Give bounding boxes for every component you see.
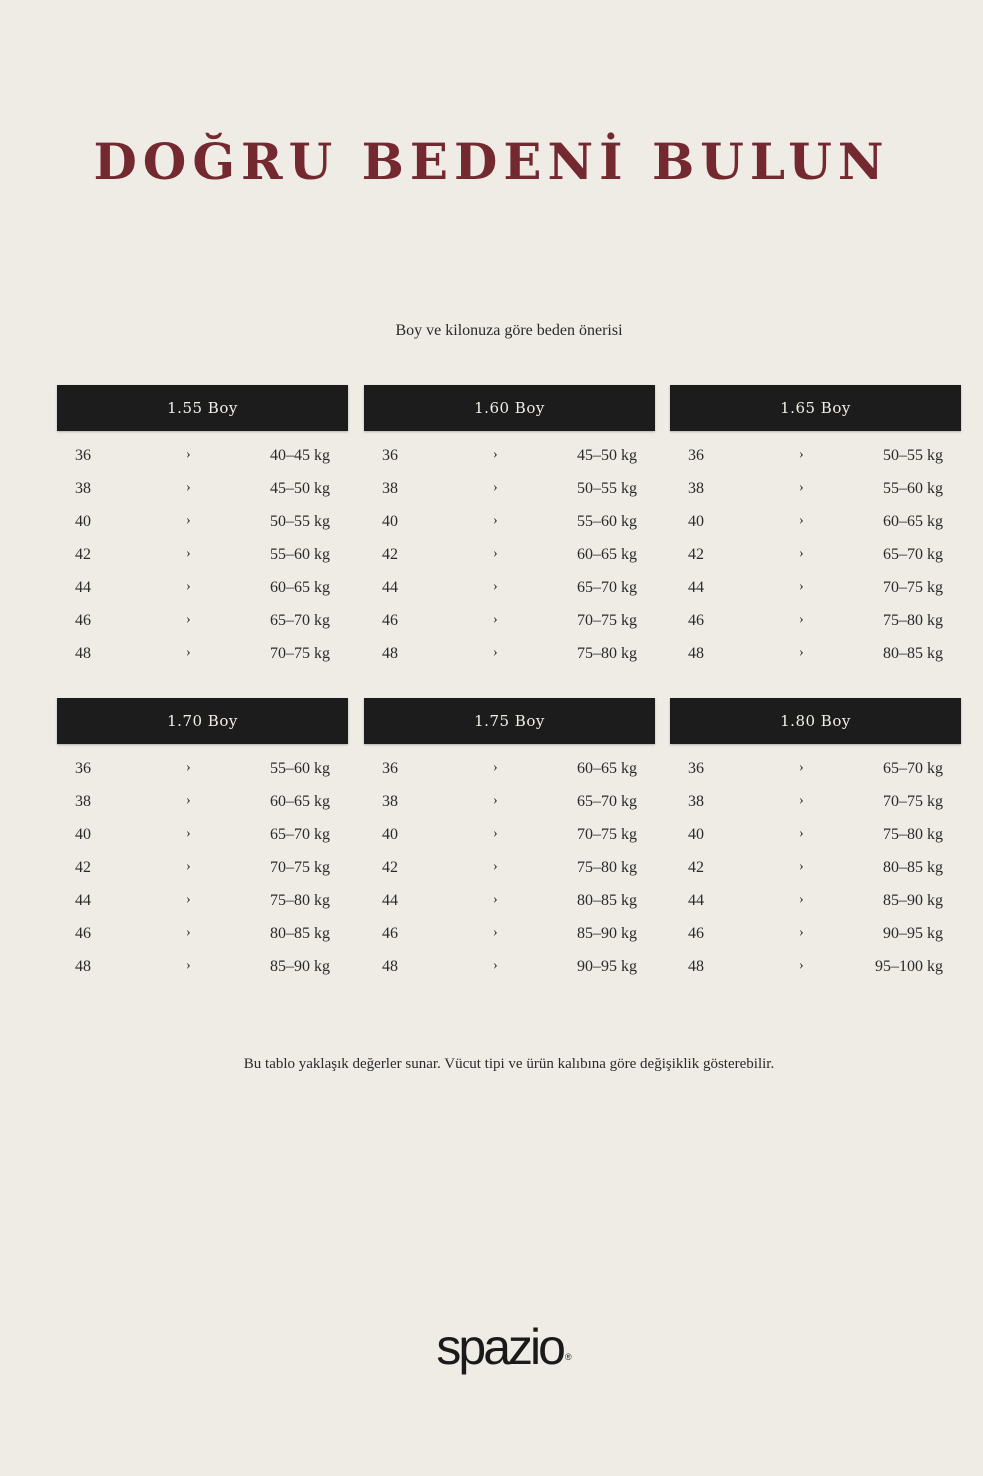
size-value: 40 bbox=[688, 513, 704, 530]
size-row bbox=[57, 476, 348, 509]
size-value: 46 bbox=[688, 612, 704, 629]
size-value: 36 bbox=[382, 760, 398, 777]
weight-range: 75–80 kg bbox=[270, 892, 330, 909]
weight-range: 60–65 kg bbox=[270, 793, 330, 810]
size-card-header: 1.80 Boy bbox=[670, 698, 961, 744]
weight-range: 70–75 kg bbox=[883, 579, 943, 596]
weight-range: 55–60 kg bbox=[270, 546, 330, 563]
chevron-right-icon: › bbox=[186, 892, 191, 907]
size-row bbox=[670, 855, 961, 888]
chevron-right-icon: › bbox=[186, 925, 191, 940]
chevron-right-icon: › bbox=[799, 612, 804, 627]
size-value: 36 bbox=[688, 447, 704, 464]
size-value: 36 bbox=[75, 760, 91, 777]
size-card-rows bbox=[364, 744, 655, 987]
chevron-right-icon: › bbox=[186, 958, 191, 973]
size-row bbox=[670, 608, 961, 641]
weight-range: 90–95 kg bbox=[577, 958, 637, 975]
chevron-right-icon: › bbox=[799, 859, 804, 874]
weight-range: 70–75 kg bbox=[577, 612, 637, 629]
chevron-right-icon: › bbox=[186, 513, 191, 528]
chevron-right-icon: › bbox=[186, 546, 191, 561]
size-value: 44 bbox=[75, 892, 91, 909]
chevron-right-icon: › bbox=[186, 612, 191, 627]
chevron-right-icon: › bbox=[799, 645, 804, 660]
size-value: 38 bbox=[75, 480, 91, 497]
size-card-header: 1.55 Boy bbox=[57, 385, 348, 431]
size-value: 48 bbox=[382, 958, 398, 975]
size-value: 46 bbox=[382, 612, 398, 629]
disclaimer-note: Bu tablo yaklaşık değerler sunar. Vücut tipi ve ürün kalıbına göre değişiklik gösterebilir. bbox=[243, 1056, 775, 1072]
size-card bbox=[364, 698, 655, 987]
size-value: 40 bbox=[688, 826, 704, 843]
size-card-rows bbox=[670, 744, 961, 987]
weight-range: 80–85 kg bbox=[270, 925, 330, 942]
weight-range: 70–75 kg bbox=[270, 645, 330, 662]
size-card-header: 1.70 Boy bbox=[57, 698, 348, 744]
size-card-rows bbox=[57, 431, 348, 674]
size-value: 46 bbox=[382, 925, 398, 942]
size-row bbox=[57, 855, 348, 888]
weight-range: 65–70 kg bbox=[883, 760, 943, 777]
weight-range: 60–65 kg bbox=[270, 579, 330, 596]
size-value: 42 bbox=[382, 859, 398, 876]
weight-range: 80–85 kg bbox=[883, 645, 943, 662]
chevron-right-icon: › bbox=[799, 579, 804, 594]
size-row bbox=[364, 789, 655, 822]
size-row bbox=[57, 756, 348, 789]
weight-range: 80–85 kg bbox=[883, 859, 943, 876]
chevron-right-icon: › bbox=[186, 447, 191, 462]
size-value: 48 bbox=[688, 958, 704, 975]
size-row bbox=[364, 756, 655, 789]
size-card bbox=[670, 698, 961, 987]
size-row bbox=[364, 954, 655, 987]
size-row bbox=[670, 476, 961, 509]
weight-range: 60–65 kg bbox=[577, 760, 637, 777]
chevron-right-icon: › bbox=[799, 958, 804, 973]
chevron-right-icon: › bbox=[493, 645, 498, 660]
weight-range: 60–65 kg bbox=[883, 513, 943, 530]
size-row bbox=[57, 954, 348, 987]
size-value: 42 bbox=[382, 546, 398, 563]
size-value: 46 bbox=[688, 925, 704, 942]
chevron-right-icon: › bbox=[493, 892, 498, 907]
size-row bbox=[670, 789, 961, 822]
size-card-rows bbox=[670, 431, 961, 674]
size-value: 40 bbox=[75, 513, 91, 530]
weight-range: 85–90 kg bbox=[577, 925, 637, 942]
page-title: DOĞRU BEDENİ BULUN bbox=[93, 132, 890, 191]
size-row bbox=[670, 443, 961, 476]
weight-range: 40–45 kg bbox=[270, 447, 330, 464]
size-row bbox=[57, 443, 348, 476]
size-row bbox=[57, 608, 348, 641]
chevron-right-icon: › bbox=[186, 826, 191, 841]
brand-logo-text: spazio bbox=[436, 1319, 563, 1375]
size-value: 38 bbox=[75, 793, 91, 810]
size-row bbox=[670, 542, 961, 575]
size-value: 44 bbox=[382, 892, 398, 909]
weight-range: 80–85 kg bbox=[577, 892, 637, 909]
weight-range: 65–70 kg bbox=[270, 826, 330, 843]
weight-range: 65–70 kg bbox=[270, 612, 330, 629]
chevron-right-icon: › bbox=[493, 546, 498, 561]
weight-range: 70–75 kg bbox=[883, 793, 943, 810]
size-row bbox=[364, 509, 655, 542]
weight-range: 75–80 kg bbox=[883, 612, 943, 629]
size-row bbox=[670, 888, 961, 921]
chevron-right-icon: › bbox=[186, 645, 191, 660]
weight-range: 65–70 kg bbox=[883, 546, 943, 563]
size-row bbox=[364, 855, 655, 888]
weight-range: 70–75 kg bbox=[577, 826, 637, 843]
weight-range: 75–80 kg bbox=[577, 645, 637, 662]
weight-range: 85–90 kg bbox=[270, 958, 330, 975]
size-value: 48 bbox=[382, 645, 398, 662]
size-value: 44 bbox=[688, 579, 704, 596]
chevron-right-icon: › bbox=[493, 793, 498, 808]
size-value: 38 bbox=[688, 480, 704, 497]
weight-range: 55–60 kg bbox=[577, 513, 637, 530]
chevron-right-icon: › bbox=[493, 826, 498, 841]
size-row bbox=[670, 509, 961, 542]
size-row bbox=[364, 542, 655, 575]
chevron-right-icon: › bbox=[186, 760, 191, 775]
size-value: 38 bbox=[688, 793, 704, 810]
size-row bbox=[364, 443, 655, 476]
weight-range: 90–95 kg bbox=[883, 925, 943, 942]
weight-range: 65–70 kg bbox=[577, 579, 637, 596]
chevron-right-icon: › bbox=[799, 760, 804, 775]
size-value: 40 bbox=[382, 826, 398, 843]
size-row bbox=[670, 921, 961, 954]
chevron-right-icon: › bbox=[799, 925, 804, 940]
size-card bbox=[57, 385, 348, 674]
weight-range: 55–60 kg bbox=[270, 760, 330, 777]
size-value: 44 bbox=[382, 579, 398, 596]
size-value: 48 bbox=[75, 958, 91, 975]
size-row bbox=[364, 476, 655, 509]
size-row bbox=[364, 575, 655, 608]
size-value: 48 bbox=[688, 645, 704, 662]
chevron-right-icon: › bbox=[799, 892, 804, 907]
chevron-right-icon: › bbox=[493, 447, 498, 462]
chevron-right-icon: › bbox=[186, 793, 191, 808]
weight-range: 60–65 kg bbox=[577, 546, 637, 563]
size-row bbox=[364, 641, 655, 674]
chevron-right-icon: › bbox=[186, 480, 191, 495]
size-value: 44 bbox=[688, 892, 704, 909]
size-card-rows bbox=[364, 431, 655, 674]
weight-range: 45–50 kg bbox=[577, 447, 637, 464]
weight-range: 50–55 kg bbox=[270, 513, 330, 530]
size-value: 42 bbox=[688, 859, 704, 876]
size-row bbox=[670, 575, 961, 608]
weight-range: 75–80 kg bbox=[883, 826, 943, 843]
size-value: 40 bbox=[382, 513, 398, 530]
size-card-header: 1.75 Boy bbox=[364, 698, 655, 744]
size-value: 40 bbox=[75, 826, 91, 843]
chevron-right-icon: › bbox=[799, 826, 804, 841]
chevron-right-icon: › bbox=[493, 760, 498, 775]
size-value: 36 bbox=[382, 447, 398, 464]
size-value: 36 bbox=[688, 760, 704, 777]
weight-range: 50–55 kg bbox=[883, 447, 943, 464]
chevron-right-icon: › bbox=[493, 859, 498, 874]
chevron-right-icon: › bbox=[493, 958, 498, 973]
weight-range: 65–70 kg bbox=[577, 793, 637, 810]
size-card-header: 1.65 Boy bbox=[670, 385, 961, 431]
size-value: 46 bbox=[75, 612, 91, 629]
size-row bbox=[670, 756, 961, 789]
chevron-right-icon: › bbox=[799, 447, 804, 462]
size-row bbox=[364, 888, 655, 921]
size-value: 48 bbox=[75, 645, 91, 662]
weight-range: 50–55 kg bbox=[577, 480, 637, 497]
chevron-right-icon: › bbox=[493, 925, 498, 940]
size-row bbox=[57, 542, 348, 575]
size-card-rows bbox=[57, 744, 348, 987]
size-value: 38 bbox=[382, 793, 398, 810]
chevron-right-icon: › bbox=[186, 579, 191, 594]
size-row bbox=[670, 641, 961, 674]
size-value: 42 bbox=[75, 546, 91, 563]
size-row bbox=[364, 921, 655, 954]
size-row bbox=[670, 822, 961, 855]
size-card-header: 1.60 Boy bbox=[364, 385, 655, 431]
size-row bbox=[57, 789, 348, 822]
size-row bbox=[364, 608, 655, 641]
size-row bbox=[57, 822, 348, 855]
weight-range: 85–90 kg bbox=[883, 892, 943, 909]
size-value: 44 bbox=[75, 579, 91, 596]
chevron-right-icon: › bbox=[493, 513, 498, 528]
chevron-right-icon: › bbox=[799, 513, 804, 528]
chevron-right-icon: › bbox=[493, 480, 498, 495]
weight-range: 45–50 kg bbox=[270, 480, 330, 497]
size-card bbox=[57, 698, 348, 987]
size-value: 38 bbox=[382, 480, 398, 497]
weight-range: 75–80 kg bbox=[577, 859, 637, 876]
chevron-right-icon: › bbox=[186, 859, 191, 874]
chevron-right-icon: › bbox=[799, 546, 804, 561]
size-card bbox=[670, 385, 961, 674]
size-row bbox=[57, 641, 348, 674]
weight-range: 70–75 kg bbox=[270, 859, 330, 876]
size-row bbox=[364, 822, 655, 855]
weight-range: 95–100 kg bbox=[875, 958, 943, 975]
size-row bbox=[57, 575, 348, 608]
size-value: 46 bbox=[75, 925, 91, 942]
page-subtitle: Boy ve kilonuza göre beden önerisi bbox=[395, 322, 623, 339]
size-card bbox=[364, 385, 655, 674]
size-value: 42 bbox=[75, 859, 91, 876]
size-row bbox=[670, 954, 961, 987]
weight-range: 55–60 kg bbox=[883, 480, 943, 497]
size-row bbox=[57, 921, 348, 954]
brand-logo bbox=[0, 1318, 983, 1376]
chevron-right-icon: › bbox=[799, 480, 804, 495]
size-row bbox=[57, 888, 348, 921]
chevron-right-icon: › bbox=[493, 579, 498, 594]
size-value: 36 bbox=[75, 447, 91, 464]
chevron-right-icon: › bbox=[493, 612, 498, 627]
size-value: 42 bbox=[688, 546, 704, 563]
size-row bbox=[57, 509, 348, 542]
chevron-right-icon: › bbox=[799, 793, 804, 808]
registered-mark: ® bbox=[564, 1352, 572, 1362]
